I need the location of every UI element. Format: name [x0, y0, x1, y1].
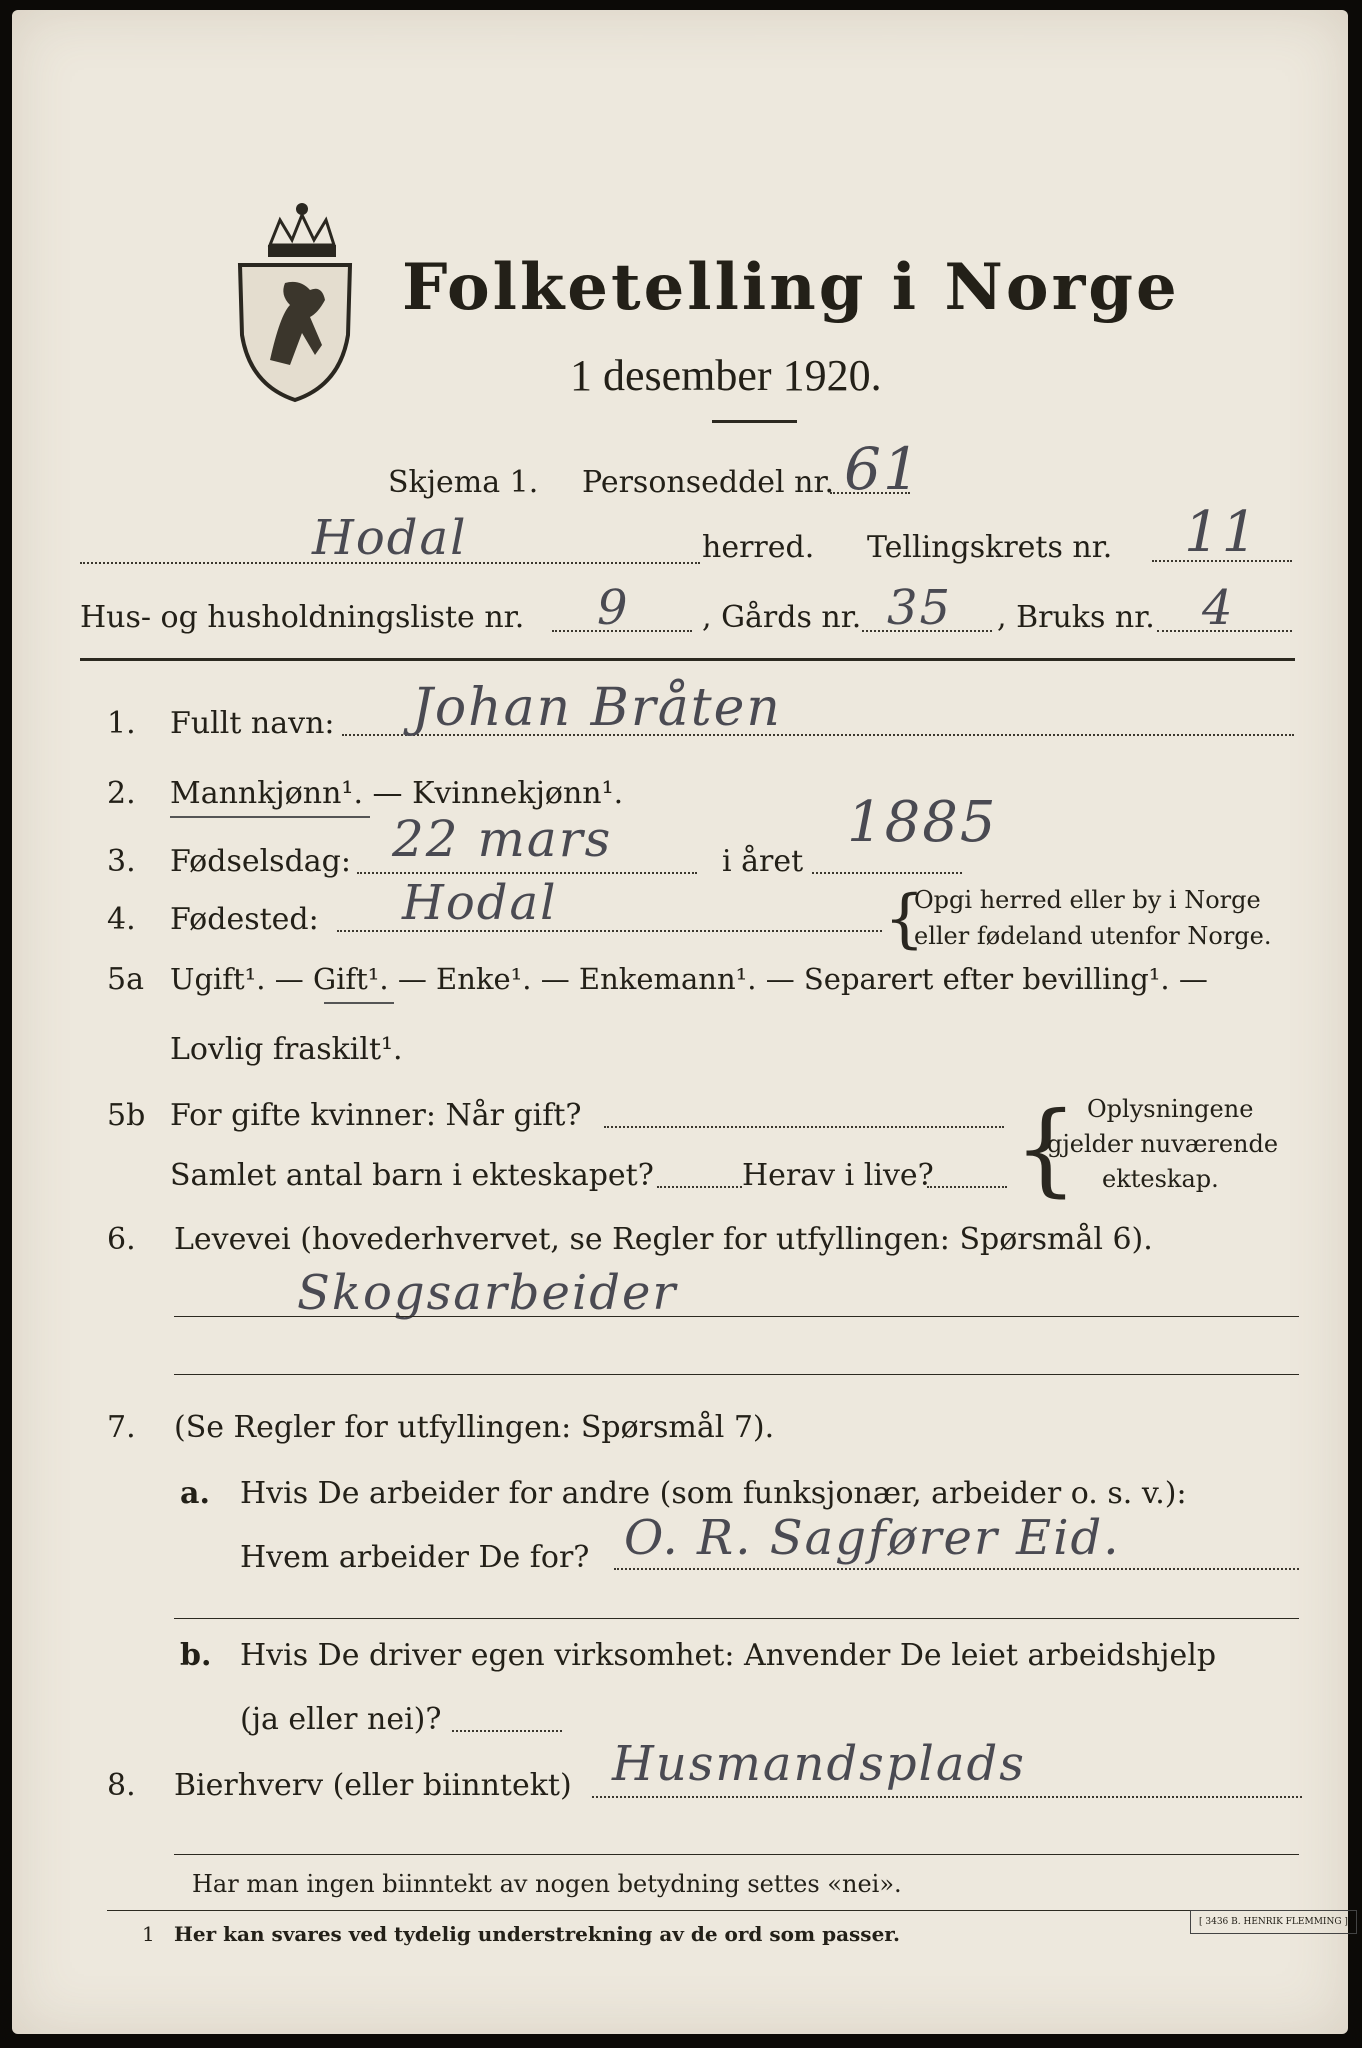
gards-value: 35 [887, 580, 953, 636]
q1-number: 1. [107, 706, 136, 741]
q7-number: 7. [107, 1410, 136, 1445]
q7b-letter: b. [180, 1638, 212, 1673]
title-divider [712, 420, 797, 423]
q5a-number: 5a [107, 962, 144, 997]
q2-number: 2. [107, 776, 136, 811]
q6-line2 [174, 1374, 1299, 1375]
q2-label: Mannkjønn¹. — Kvinnekjønn¹. [170, 776, 624, 811]
q7b-line1: Hvis De driver egen virksomhet: Anvender De leiet arbeidshjelp [240, 1638, 1217, 1673]
herred-label: herred. [702, 530, 815, 565]
schema-label: Skjema 1. [388, 465, 539, 500]
q8-line [592, 1796, 1302, 1798]
footnote-mark: 1 [142, 1922, 155, 1946]
q4-note-line1: Opgi herred eller by i Norge [914, 886, 1261, 914]
q7a-extra-line [174, 1618, 1299, 1619]
q6-number: 6. [107, 1222, 136, 1257]
tellingskrets-value: 11 [1184, 500, 1260, 565]
q7-label: (Se Regler for utfyllingen: Spørsmål 7). [174, 1410, 775, 1445]
bruks-label: , Bruks nr. [997, 600, 1155, 635]
hus-value: 9 [597, 580, 630, 636]
q7a-letter: a. [180, 1476, 210, 1511]
q3-number: 3. [107, 844, 136, 879]
census-date: 1 desember 1920. [570, 351, 882, 400]
q5b-alive-line [927, 1186, 1007, 1188]
footnote-divider [107, 1910, 1297, 1911]
q5b-line2a: Samlet antal barn i ekteskapet? [170, 1158, 654, 1193]
census-form-page [12, 10, 1348, 2034]
norwegian-lion-crest-icon [230, 195, 360, 405]
q5b-brace: { [1014, 1090, 1078, 1207]
q8-label: Bierhverv (eller biinntekt) [174, 1768, 572, 1803]
q7a-line [614, 1568, 1299, 1570]
q5b-line1: For gifte kvinner: Når gift? [170, 1098, 582, 1133]
q5b-children-line [657, 1186, 742, 1188]
q4-note-line2: eller fødeland utenfor Norge. [914, 922, 1272, 950]
q3-year-label: i året [722, 844, 804, 879]
q3-year-line [812, 872, 962, 874]
q5b-line2b: Herav i live? [742, 1158, 934, 1193]
q6-value: Skogsarbeider [297, 1265, 678, 1321]
q3-day-value: 22 mars [392, 810, 613, 868]
q7b-line [452, 1730, 562, 1732]
herred-value: Hodal [312, 510, 468, 566]
form-title: Folketelling i Norge [402, 250, 1180, 325]
q6-label: Levevei (hovederhvervet, se Regler for utfyllingen: Spørsmål 6). [174, 1222, 1153, 1257]
q8-extra-line [174, 1854, 1299, 1855]
q6-line1 [174, 1316, 1299, 1317]
q5a-line2: Lovlig fraskilt¹. [170, 1032, 403, 1067]
q4-number: 4. [107, 902, 136, 937]
q5b-number: 5b [107, 1098, 146, 1133]
personseddel-label: Personseddel nr. [582, 465, 835, 500]
gards-label: , Gårds nr. [702, 600, 862, 635]
q5b-note-line3: ekteskap. [1102, 1165, 1219, 1193]
q4-value: Hodal [402, 875, 558, 931]
q7a-value: O. R. Sagfører Eid. [624, 1510, 1121, 1566]
q3-year-value: 1885 [847, 790, 998, 855]
q8-value: Husmandsplads [612, 1736, 1026, 1792]
q2-underline-mannkjonn [170, 816, 370, 818]
q7a-line2: Hvem arbeider De for? [240, 1540, 590, 1575]
q1-value: Johan Bråten [412, 678, 782, 738]
q5b-when-line [604, 1126, 1004, 1128]
q5b-note-line2: gjelder nuværende [1047, 1130, 1279, 1158]
q1-label: Fullt navn: [170, 706, 335, 741]
q8-number: 8. [107, 1768, 136, 1803]
footnote-text: Her kan svares ved tydelig understrekning av de ord som passer. [174, 1922, 900, 1946]
q7a-line1: Hvis De arbeider for andre (som funksjonær, arbeider o. s. v.): [240, 1476, 1187, 1511]
footer-note: Har man ingen biinntekt av nogen betydning settes «nei». [192, 1870, 902, 1898]
q5a-line1: Ugift¹. — Gift¹. — Enke¹. — Enkemann¹. — Separert efter bevilling¹. — [170, 962, 1208, 996]
q5a-underline-gift [324, 1002, 394, 1004]
q4-brace: { [884, 882, 925, 956]
tellingskrets-label: Tellingskrets nr. [867, 530, 1113, 565]
header-divider [80, 658, 1295, 661]
q3-day-line [357, 872, 697, 874]
printer-stamp: [ 3436 B. HENRIK FLEMMING ] [1190, 1910, 1357, 1934]
q4-label: Fødested: [170, 902, 319, 937]
hus-label: Hus- og husholdningsliste nr. [80, 600, 525, 635]
personseddel-value: 61 [844, 435, 922, 503]
q5b-note-line1: Oplysningene [1087, 1095, 1254, 1123]
bruks-value: 4 [1202, 580, 1235, 636]
q7b-line2: (ja eller nei)? [240, 1702, 442, 1737]
q3-label: Fødselsdag: [170, 844, 351, 879]
